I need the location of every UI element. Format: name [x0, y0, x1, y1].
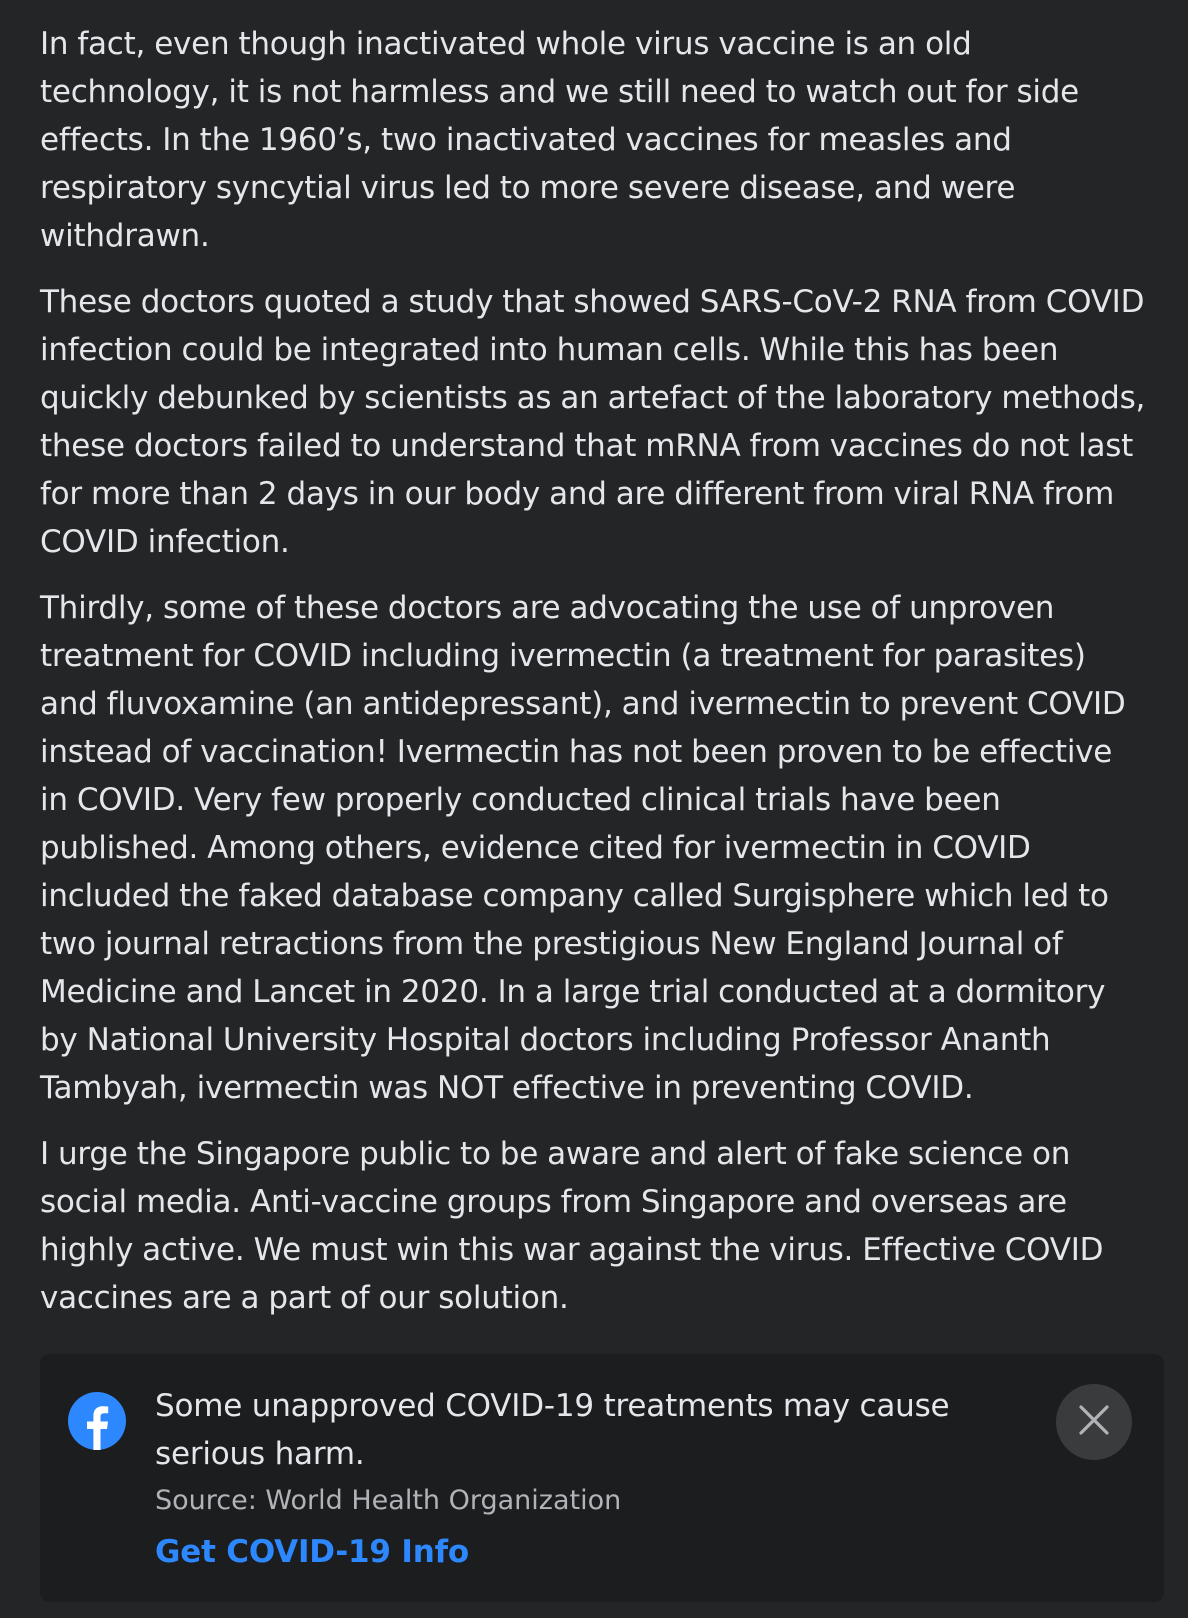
- card-source: Source: World Health Organization: [155, 1485, 622, 1516]
- facebook-logo-icon: [68, 1392, 126, 1450]
- close-icon: [1077, 1403, 1111, 1441]
- card-body: [155, 1382, 975, 1574]
- get-covid-info-link[interactable]: Get COVID-19 Info: [155, 1534, 469, 1570]
- close-button[interactable]: [1056, 1384, 1132, 1460]
- covid-info-card: [40, 1354, 1164, 1602]
- post-text: [40, 20, 1148, 1322]
- post-paragraph-4: I urge the Singapore public to be aware and alert of fake science on social media. Anti-vaccine groups from Singapore and overseas are highly active. We must win this war against the virus. Effective COVID vaccines are a part of our solution.: [40, 1136, 1104, 1316]
- post-paragraph-3: Thirdly, some of these doctors are advocating the use of unproven treatment for COVID including ivermectin (a treatment for parasites) and fluvoxamine (an antidepressant), and ivermectin to prevent COVID instead of vaccination! Ivermectin has not been proven to be effective in COVID. Very few properly conducted clinical trials have been published. Among others, evidence cited for ivermectin in COVID included the faked database company called Surgisphere which led to two journal retractions from the prestigious New England Journal of Medicine and Lancet in 2020. In a large trial conducted at a dormitory by National University Hospital doctors including Professor Ananth Tambyah, ivermectin was NOT effective in preventing COVID.: [40, 590, 1126, 1106]
- card-headline: Some unapproved COVID-19 treatments may cause serious harm.: [155, 1388, 950, 1472]
- post-paragraph-1: In fact, even though inactivated whole virus vaccine is an old technology, it is not harmless and we still need to watch out for side effects. In the 1960’s, two inactivated vaccines for measles and respiratory syncytial virus led to more severe disease, and were withdrawn.: [40, 26, 1080, 254]
- post-paragraph-2: These doctors quoted a study that showed SARS-CoV-2 RNA from COVID infection could be integrated into human cells. While this has been quickly debunked by scientists as an artefact of the laboratory methods, these doctors failed to understand that mRNA from vaccines do not last for more than 2 days in our body and are different from viral RNA from COVID infection.: [40, 284, 1146, 560]
